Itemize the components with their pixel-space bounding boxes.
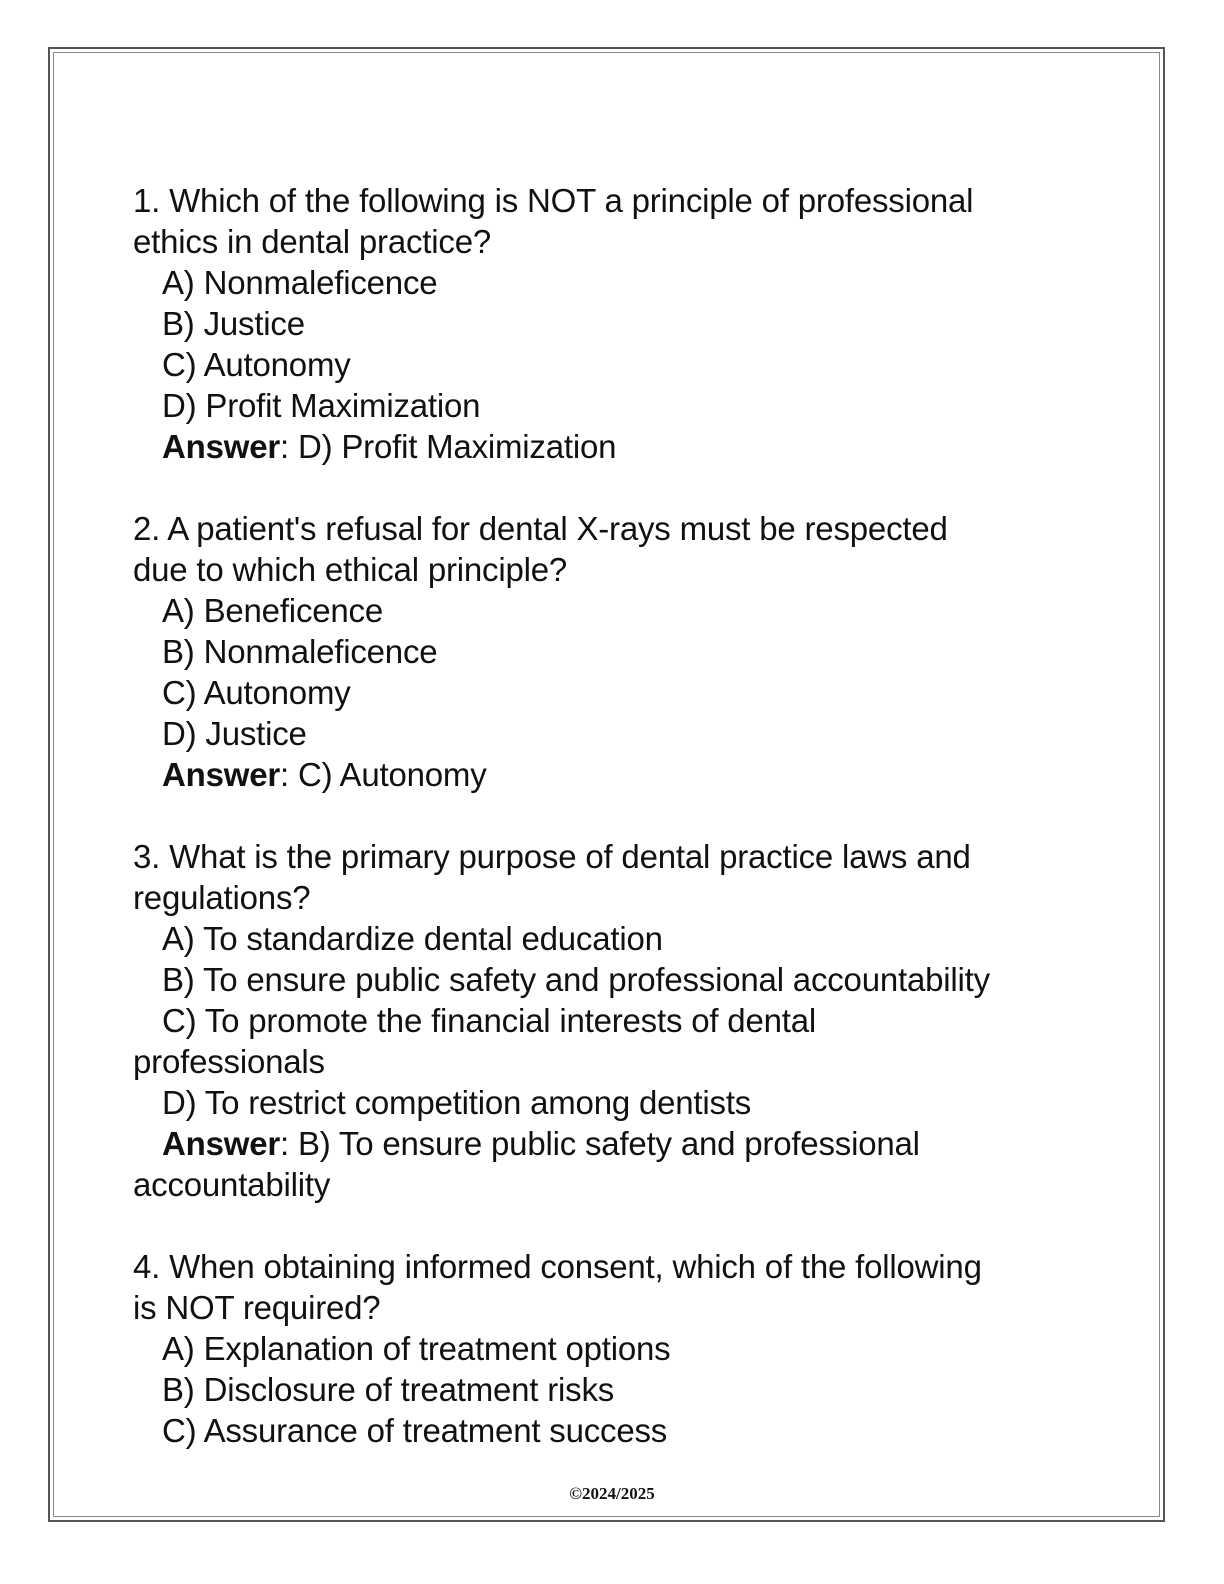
answer-label: Answer: [162, 756, 281, 793]
question-text-line: regulations?: [133, 879, 311, 916]
option-c: C) Autonomy: [162, 674, 351, 711]
answer-text: : C) Autonomy: [280, 756, 487, 793]
question-text-line: 4. When obtaining informed consent, which of the following: [133, 1248, 982, 1285]
option-a: A) To standardize dental education: [162, 920, 663, 957]
question-text-line: ethics in dental practice?: [133, 223, 492, 260]
question-text-line: due to which ethical principle?: [133, 551, 568, 588]
answer-label: Answer: [162, 1125, 281, 1162]
question-list: [133, 180, 1093, 1492]
option-c-continuation: professionals: [133, 1043, 325, 1080]
answer: [133, 426, 1093, 467]
option-d: D) Profit Maximization: [162, 387, 481, 424]
option-b: B) Justice: [162, 305, 305, 342]
answer-label: Answer: [162, 428, 281, 465]
option-b: B) To ensure public safety and professional accountability: [162, 961, 990, 998]
option-a: A) Beneficence: [162, 592, 383, 629]
option-b: B) Nonmaleficence: [162, 633, 438, 670]
question-text-line: 1. Which of the following is NOT a principle of professional: [133, 182, 974, 219]
option-a: A) Explanation of treatment options: [162, 1330, 671, 1367]
option-b: B) Disclosure of treatment risks: [162, 1371, 615, 1408]
option-a: A) Nonmaleficence: [162, 264, 438, 301]
question-4: [133, 1246, 1093, 1451]
answer: [133, 1123, 1093, 1164]
option-c: C) Autonomy: [162, 346, 351, 383]
answer-continuation: accountability: [133, 1166, 331, 1203]
question-2: [133, 508, 1093, 795]
option-c: C) To promote the financial interests of dental: [162, 1002, 817, 1039]
question-text-line: is NOT required?: [133, 1289, 381, 1326]
option-d: D) Justice: [162, 715, 307, 752]
answer-text: : B) To ensure public safety and professional: [280, 1125, 920, 1162]
question-text-line: 3. What is the primary purpose of dental practice laws and: [133, 838, 971, 875]
answer-text: : D) Profit Maximization: [280, 428, 617, 465]
answer: [133, 754, 1093, 795]
option-c: C) Assurance of treatment success: [162, 1412, 668, 1449]
question-3: [133, 836, 1093, 1205]
question-text-line: 2. A patient's refusal for dental X-rays must be respected: [133, 510, 948, 547]
copyright-footer: ©2024/2025: [569, 1484, 655, 1503]
question-1: [133, 180, 1093, 467]
option-d: D) To restrict competition among dentists: [162, 1084, 752, 1121]
